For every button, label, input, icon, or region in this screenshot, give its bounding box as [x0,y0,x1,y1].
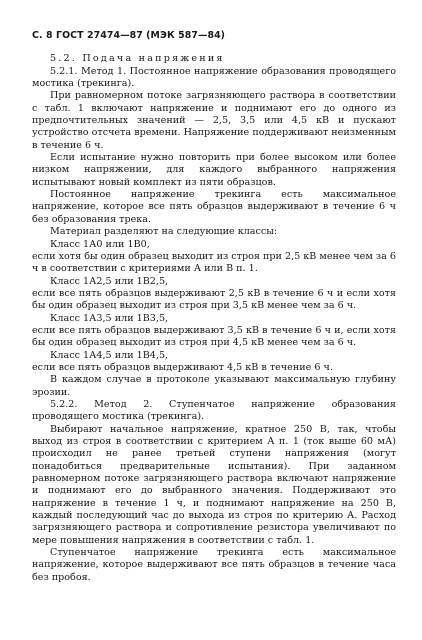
class-1a2-5-description: если все пять образцов выдерживают 2,5 кВ в течение 6 ч и если хотя бы один образец выходит из строя при 3,5 кВ менее чем за 6 ч. [32,287,396,312]
paragraph-method-1-procedure: При равномерном потоке загрязняющего раствора в соответствии с табл. 1 включают напряжение и поднимают его до одного из предпочтительных значений — 2,5, 3,5 или 4,5 кВ и пускают устройство отсчета времени. Напряжение поддерживают неизменным в течение 6 ч. [32,90,396,151]
section-title: 5.2. Подача напряжения [50,53,225,65]
paragraph-method-2-procedure: Выбирают начальное напряжение, кратное 250 В, так, чтобы выход из строя в соответствии с критерием А п. 1 (ток выше 60 мА) происходил не ранее третьей ступени напряжения (могут понадобиться предварительные испытания). При заданном равномерном потоке загрязняющего раствора включают напряжение и поднимают его до выбранного значения. Поддерживают это напряжение в течение 1 ч, и поднимают напряжение на 250 В, каждый последующий час до выхода из строя по критерию А. Расход загрязняющего раствора и сопротивление резистора увеличивают по мере повышения напряжения в соответствии с табл. 1. [32,423,396,546]
paragraph-constant-voltage-definition: Постоянное напряжение трекинга есть максимальное напряжение, которое все пять образцов выдерживают в течение 6 ч без образования трека. [32,189,396,225]
class-1a4-5-label: Класс 1А4,5 или 1В4,5, [50,349,169,361]
class-1a0-description: если хотя бы один образец выходит из строя при 2,5 кВ менее чем за 6 ч в соответствии с критериями А или В п. 1. [32,250,396,275]
paragraph-method-1-title: 5.2.1. Метод 1. Постоянное напряжение образования проводящего мостика (трекинга). [32,65,396,90]
class-1a2-5-label: Класс 1А2,5 или 1В2,5, [50,275,169,287]
paragraph-method-2-title: 5.2.2. Метод 2. Ступенчатое напряжение образования проводящего мостика (трекинга). [32,398,396,423]
paragraph-repeat-test: Если испытание нужно повторить при более высоком или более низком напряжении, для каждого выбранного напряжения испытывают новый комплект из пяти образцов. [32,152,396,188]
paragraph-classes-intro: Материал разделяют на следующие классы: [50,226,278,238]
class-1a3-5-label: Класс 1А3,5 или 1В3,5, [50,312,169,324]
paragraph-step-voltage-definition: Ступенчатое напряжение трекинга есть максимальное напряжение, которое выдерживают все пять образцов в течение часа без пробоя. [32,547,396,583]
paragraph-erosion-depth: В каждом случае в протоколе указывают максимальную глубину эрозии. [32,374,396,398]
class-1a0-label: Класс 1А0 или 1В0, [50,238,150,250]
class-1a4-5-description: если все пять образцов выдерживают 4,5 кВ в течение 6 ч. [32,361,333,373]
page-header: С. 8 ГОСТ 27474—87 (МЭК 587—84) [32,30,226,41]
class-1a3-5-description: если все пять образцов выдерживают 3,5 кВ в течение 6 ч и, если хотя бы один образец выходит из строя при 4,5 кВ менее чем за 6 ч. [32,324,396,349]
